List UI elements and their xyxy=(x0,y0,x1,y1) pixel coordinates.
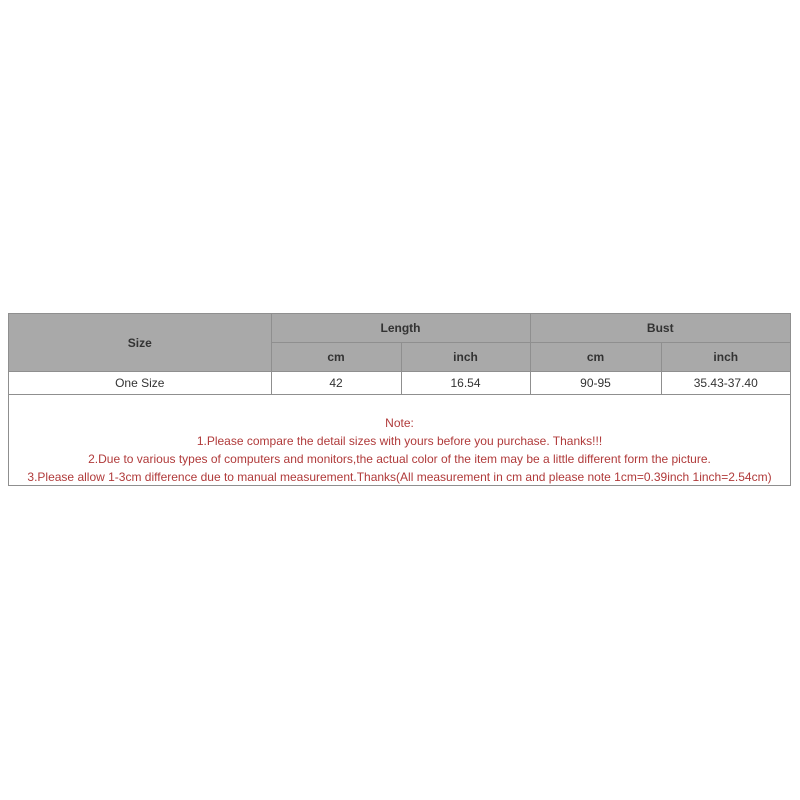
table-header-row xyxy=(9,314,790,343)
note-line: 1.Please compare the detail sizes with yours before you purchase. Thanks!!! xyxy=(196,434,603,448)
notes-title: Note: xyxy=(385,416,414,430)
bust-cm-header: cm xyxy=(530,343,661,372)
length-header: Length xyxy=(271,314,530,343)
note-line: 3.Please allow 1-3cm difference due to manual measurement.Thanks(All measurement in cm and please note 1cm=0.39inch 1inch=2.54cm) xyxy=(27,470,772,484)
bust-cm-cell: 90-95 xyxy=(530,372,661,395)
size-header: Size xyxy=(9,314,271,372)
length-cm-cell: 42 xyxy=(271,372,401,395)
table-row xyxy=(9,372,790,395)
length-cm-header: cm xyxy=(271,343,401,372)
size-table xyxy=(9,314,790,394)
length-inch-cell: 16.54 xyxy=(401,372,530,395)
bust-inch-cell: 35.43-37.40 xyxy=(661,372,790,395)
notes-section xyxy=(9,394,790,485)
bust-inch-header: inch xyxy=(661,343,790,372)
bust-header: Bust xyxy=(530,314,790,343)
size-chart xyxy=(8,313,791,486)
length-inch-header: inch xyxy=(401,343,530,372)
note-line: 2.Due to various types of computers and monitors,the actual color of the item may be a little different form the picture. xyxy=(88,452,711,466)
size-cell: One Size xyxy=(9,372,271,395)
